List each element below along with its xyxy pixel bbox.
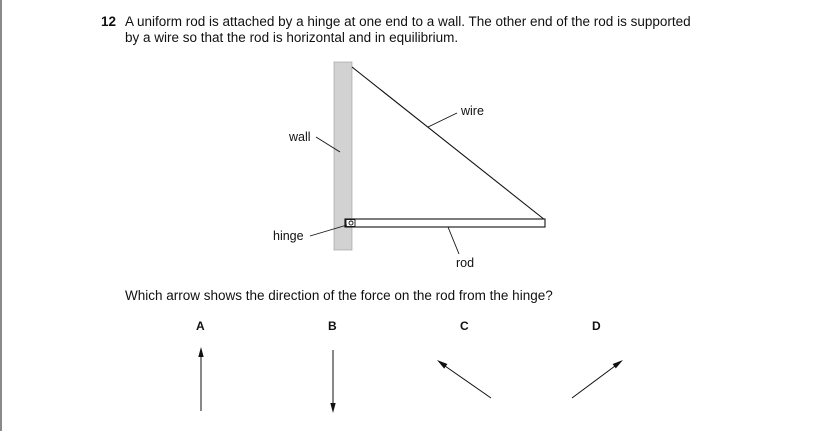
question-prompt: Which arrow shows the direction of the force on the rod from the hinge?: [125, 288, 553, 303]
wall-label: wall: [289, 130, 311, 144]
option-d-arrow-up-right: [572, 360, 623, 398]
hinge-label: hinge: [273, 229, 304, 243]
option-a-label: A: [196, 319, 205, 333]
option-a-arrow-up: [198, 347, 203, 411]
question-text-line-1: A uniform rod is attached by a hinge at one end to a wall. The other end of the rod is supported: [125, 14, 691, 29]
option-b-arrow-down: [330, 350, 335, 413]
option-c-arrow-up-left: [437, 360, 491, 398]
rod-label: rod: [456, 256, 475, 270]
option-d-label: D: [592, 319, 601, 333]
question-number: 12: [101, 14, 117, 29]
option-c-label: C: [460, 319, 469, 333]
question-text-line-2: by a wire so that the rod is horizontal and in equilibrium.: [125, 30, 459, 45]
option-b-label: B: [328, 319, 337, 333]
wire-label: wire: [461, 104, 484, 118]
